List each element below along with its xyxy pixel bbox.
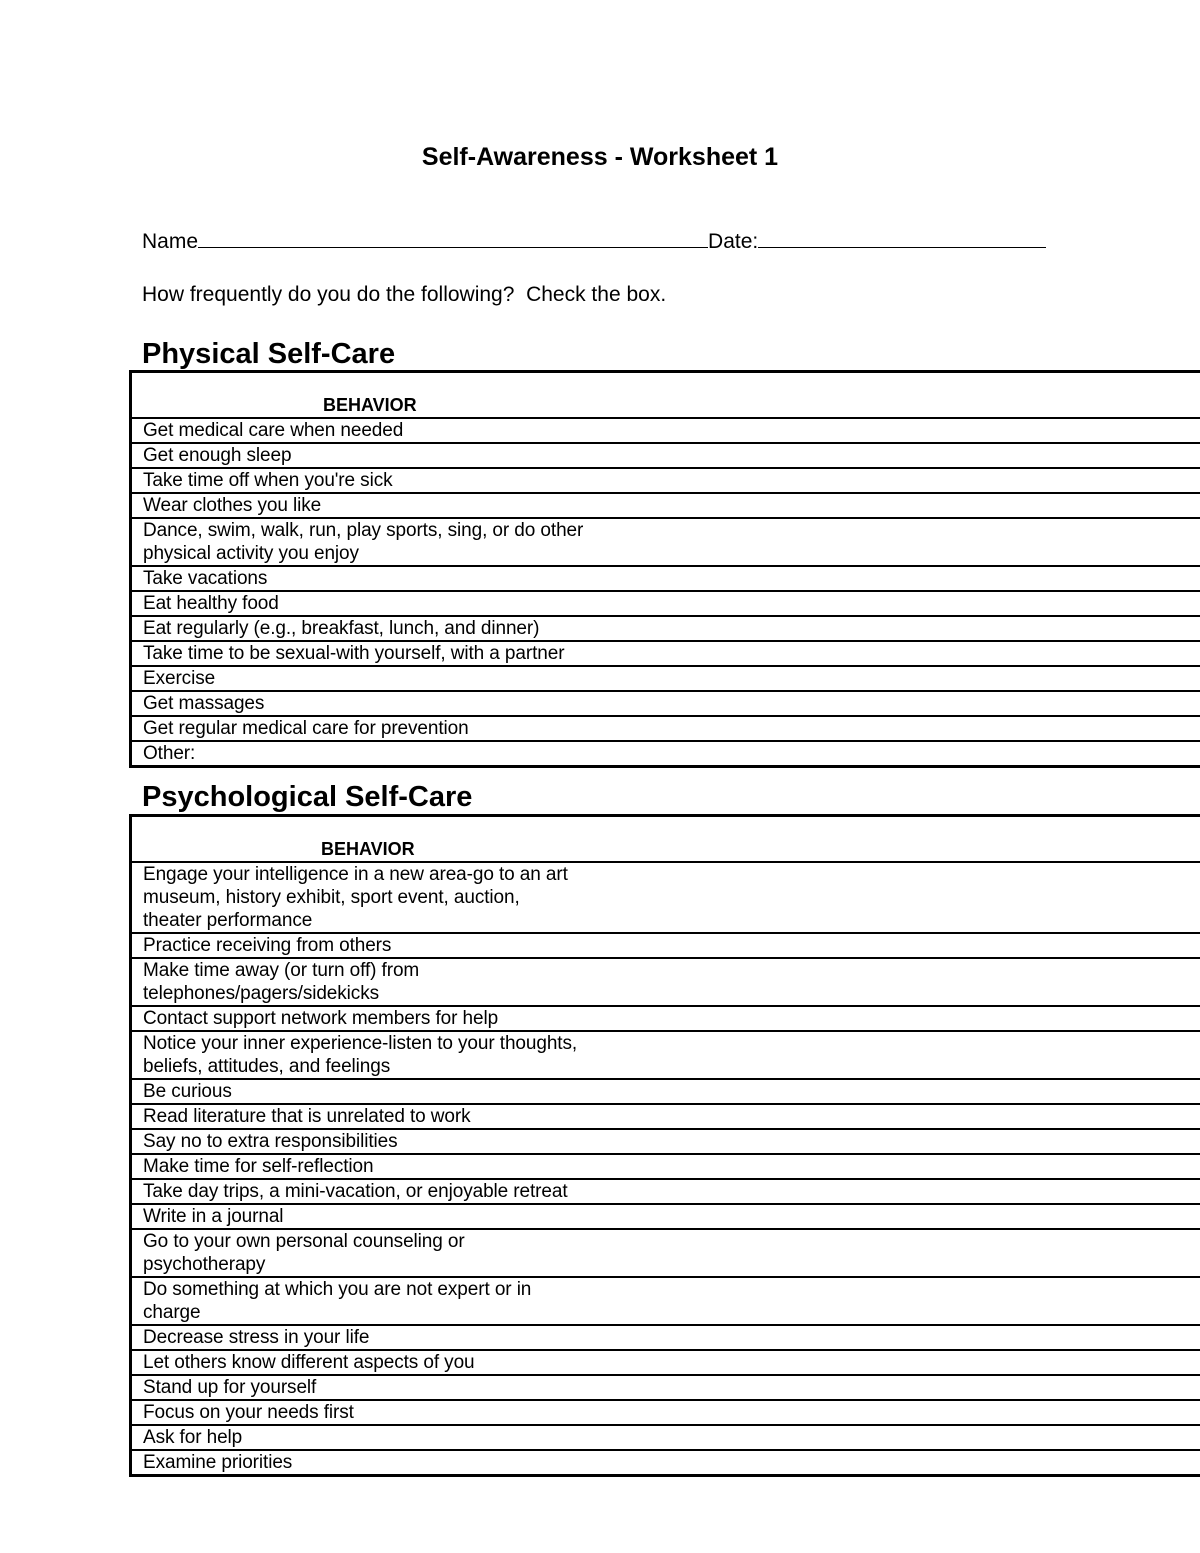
table-row: [132, 1078, 1200, 1103]
behavior-text: Make time for self-reflection: [143, 1156, 374, 1177]
table-row: [132, 417, 1200, 442]
behavior-text: Take day trips, a mini-vacation, or enjoyable retreat: [143, 1181, 568, 1202]
page-title: Self-Awareness - Worksheet 1: [421, 143, 779, 171]
behavior-text: Ask for help: [143, 1427, 243, 1448]
behavior-text: Engage your intelligence in a new area-go to an art: [143, 864, 568, 885]
behavior-text: Be curious: [143, 1081, 232, 1102]
table-row: [132, 932, 1200, 957]
behavior-text: physical activity you enjoy: [143, 543, 359, 564]
table-row: [132, 1128, 1200, 1153]
behavior-text: Notice your inner experience-listen to your thoughts,: [143, 1033, 578, 1054]
behavior-text: Say no to extra responsibilities: [143, 1131, 398, 1152]
table-row: [132, 517, 1200, 565]
table-row: [132, 861, 1200, 932]
table-row: [132, 1424, 1200, 1449]
behavior-text: Examine priorities: [143, 1452, 293, 1473]
section-heading-physical: Physical Self-Care: [142, 338, 396, 370]
table-row: [132, 615, 1200, 640]
behavior-text: Practice receiving from others: [143, 935, 392, 956]
behavior-text: Dance, swim, walk, run, play sports, sing, or do other: [143, 520, 584, 541]
behavior-text: Get enough sleep: [143, 445, 292, 466]
instructions: How frequently do you do the following? Check the box.: [142, 283, 667, 306]
behavior-text: Eat regularly (e.g., breakfast, lunch, and dinner): [143, 618, 540, 639]
table-row: [132, 1103, 1200, 1128]
behavior-text: Do something at which you are not expert or in: [143, 1279, 532, 1300]
behavior-text: beliefs, attitudes, and feelings: [143, 1056, 391, 1077]
behavior-text: Focus on your needs first: [143, 1402, 354, 1423]
table-header: [132, 373, 1200, 417]
table-row: [132, 1399, 1200, 1424]
table-row: [132, 1153, 1200, 1178]
behavior-text: Write in a journal: [143, 1206, 284, 1227]
name-label: Name: [142, 230, 199, 253]
behavior-text: Get medical care when needed: [143, 420, 404, 441]
behavior-text: Wear clothes you like: [143, 495, 322, 516]
table-row: [132, 1178, 1200, 1203]
behavior-text: Let others know different aspects of you: [143, 1352, 475, 1373]
date-label: Date:: [708, 230, 759, 253]
table-header: [132, 817, 1200, 861]
behavior-text: Go to your own personal counseling or: [143, 1231, 465, 1252]
name-field[interactable]: [198, 227, 708, 248]
table-row: [132, 492, 1200, 517]
table-row: [132, 715, 1200, 740]
table-row: [132, 665, 1200, 690]
behavior-text: Other:: [143, 743, 196, 764]
name-date-line: [142, 227, 1046, 255]
table-row: [132, 590, 1200, 615]
behavior-text: Make time away (or turn off) from: [143, 960, 420, 981]
behavior-text: Take time off when you're sick: [143, 470, 393, 491]
table-row: [132, 1030, 1200, 1078]
table-row: [132, 1324, 1200, 1349]
date-field[interactable]: [758, 227, 1046, 248]
table-row: [132, 442, 1200, 467]
behavior-text: Eat healthy food: [143, 593, 279, 614]
behavior-column-header: BEHAVIOR: [323, 395, 417, 415]
table-row: [132, 957, 1200, 1005]
behavior-text: psychotherapy: [143, 1254, 266, 1275]
table-row: [132, 565, 1200, 590]
behavior-text: theater performance: [143, 910, 313, 931]
behavior-text: Take time to be sexual-with yourself, with a partner: [143, 643, 565, 664]
behavior-text: Take vacations: [143, 568, 268, 589]
table-row: [132, 640, 1200, 665]
section-heading-psychological: Psychological Self-Care: [142, 781, 473, 813]
table-row: [132, 1349, 1200, 1374]
behavior-column-header: BEHAVIOR: [321, 839, 415, 859]
table-row: [132, 1374, 1200, 1399]
behavior-text: museum, history exhibit, sport event, auction,: [143, 887, 520, 908]
behavior-text: Get massages: [143, 693, 265, 714]
table-row: [132, 467, 1200, 492]
table-row: [132, 1449, 1200, 1474]
behavior-text: Stand up for yourself: [143, 1377, 317, 1398]
behavior-text: Contact support network members for help: [143, 1008, 499, 1029]
behavior-text: Decrease stress in your life: [143, 1327, 370, 1348]
table-row: [132, 1005, 1200, 1030]
psychological-selfcare-table: [129, 814, 1200, 1477]
table-row: [132, 1276, 1200, 1324]
table-row: [132, 1203, 1200, 1228]
behavior-text: Get regular medical care for prevention: [143, 718, 469, 739]
table-row: [132, 1228, 1200, 1276]
behavior-text: Read literature that is unrelated to work: [143, 1106, 471, 1127]
table-row: [132, 690, 1200, 715]
behavior-text: Exercise: [143, 668, 216, 689]
behavior-text: telephones/pagers/sidekicks: [143, 983, 379, 1004]
physical-selfcare-table: [129, 370, 1200, 768]
behavior-text: charge: [143, 1302, 201, 1323]
table-row: [132, 740, 1200, 765]
